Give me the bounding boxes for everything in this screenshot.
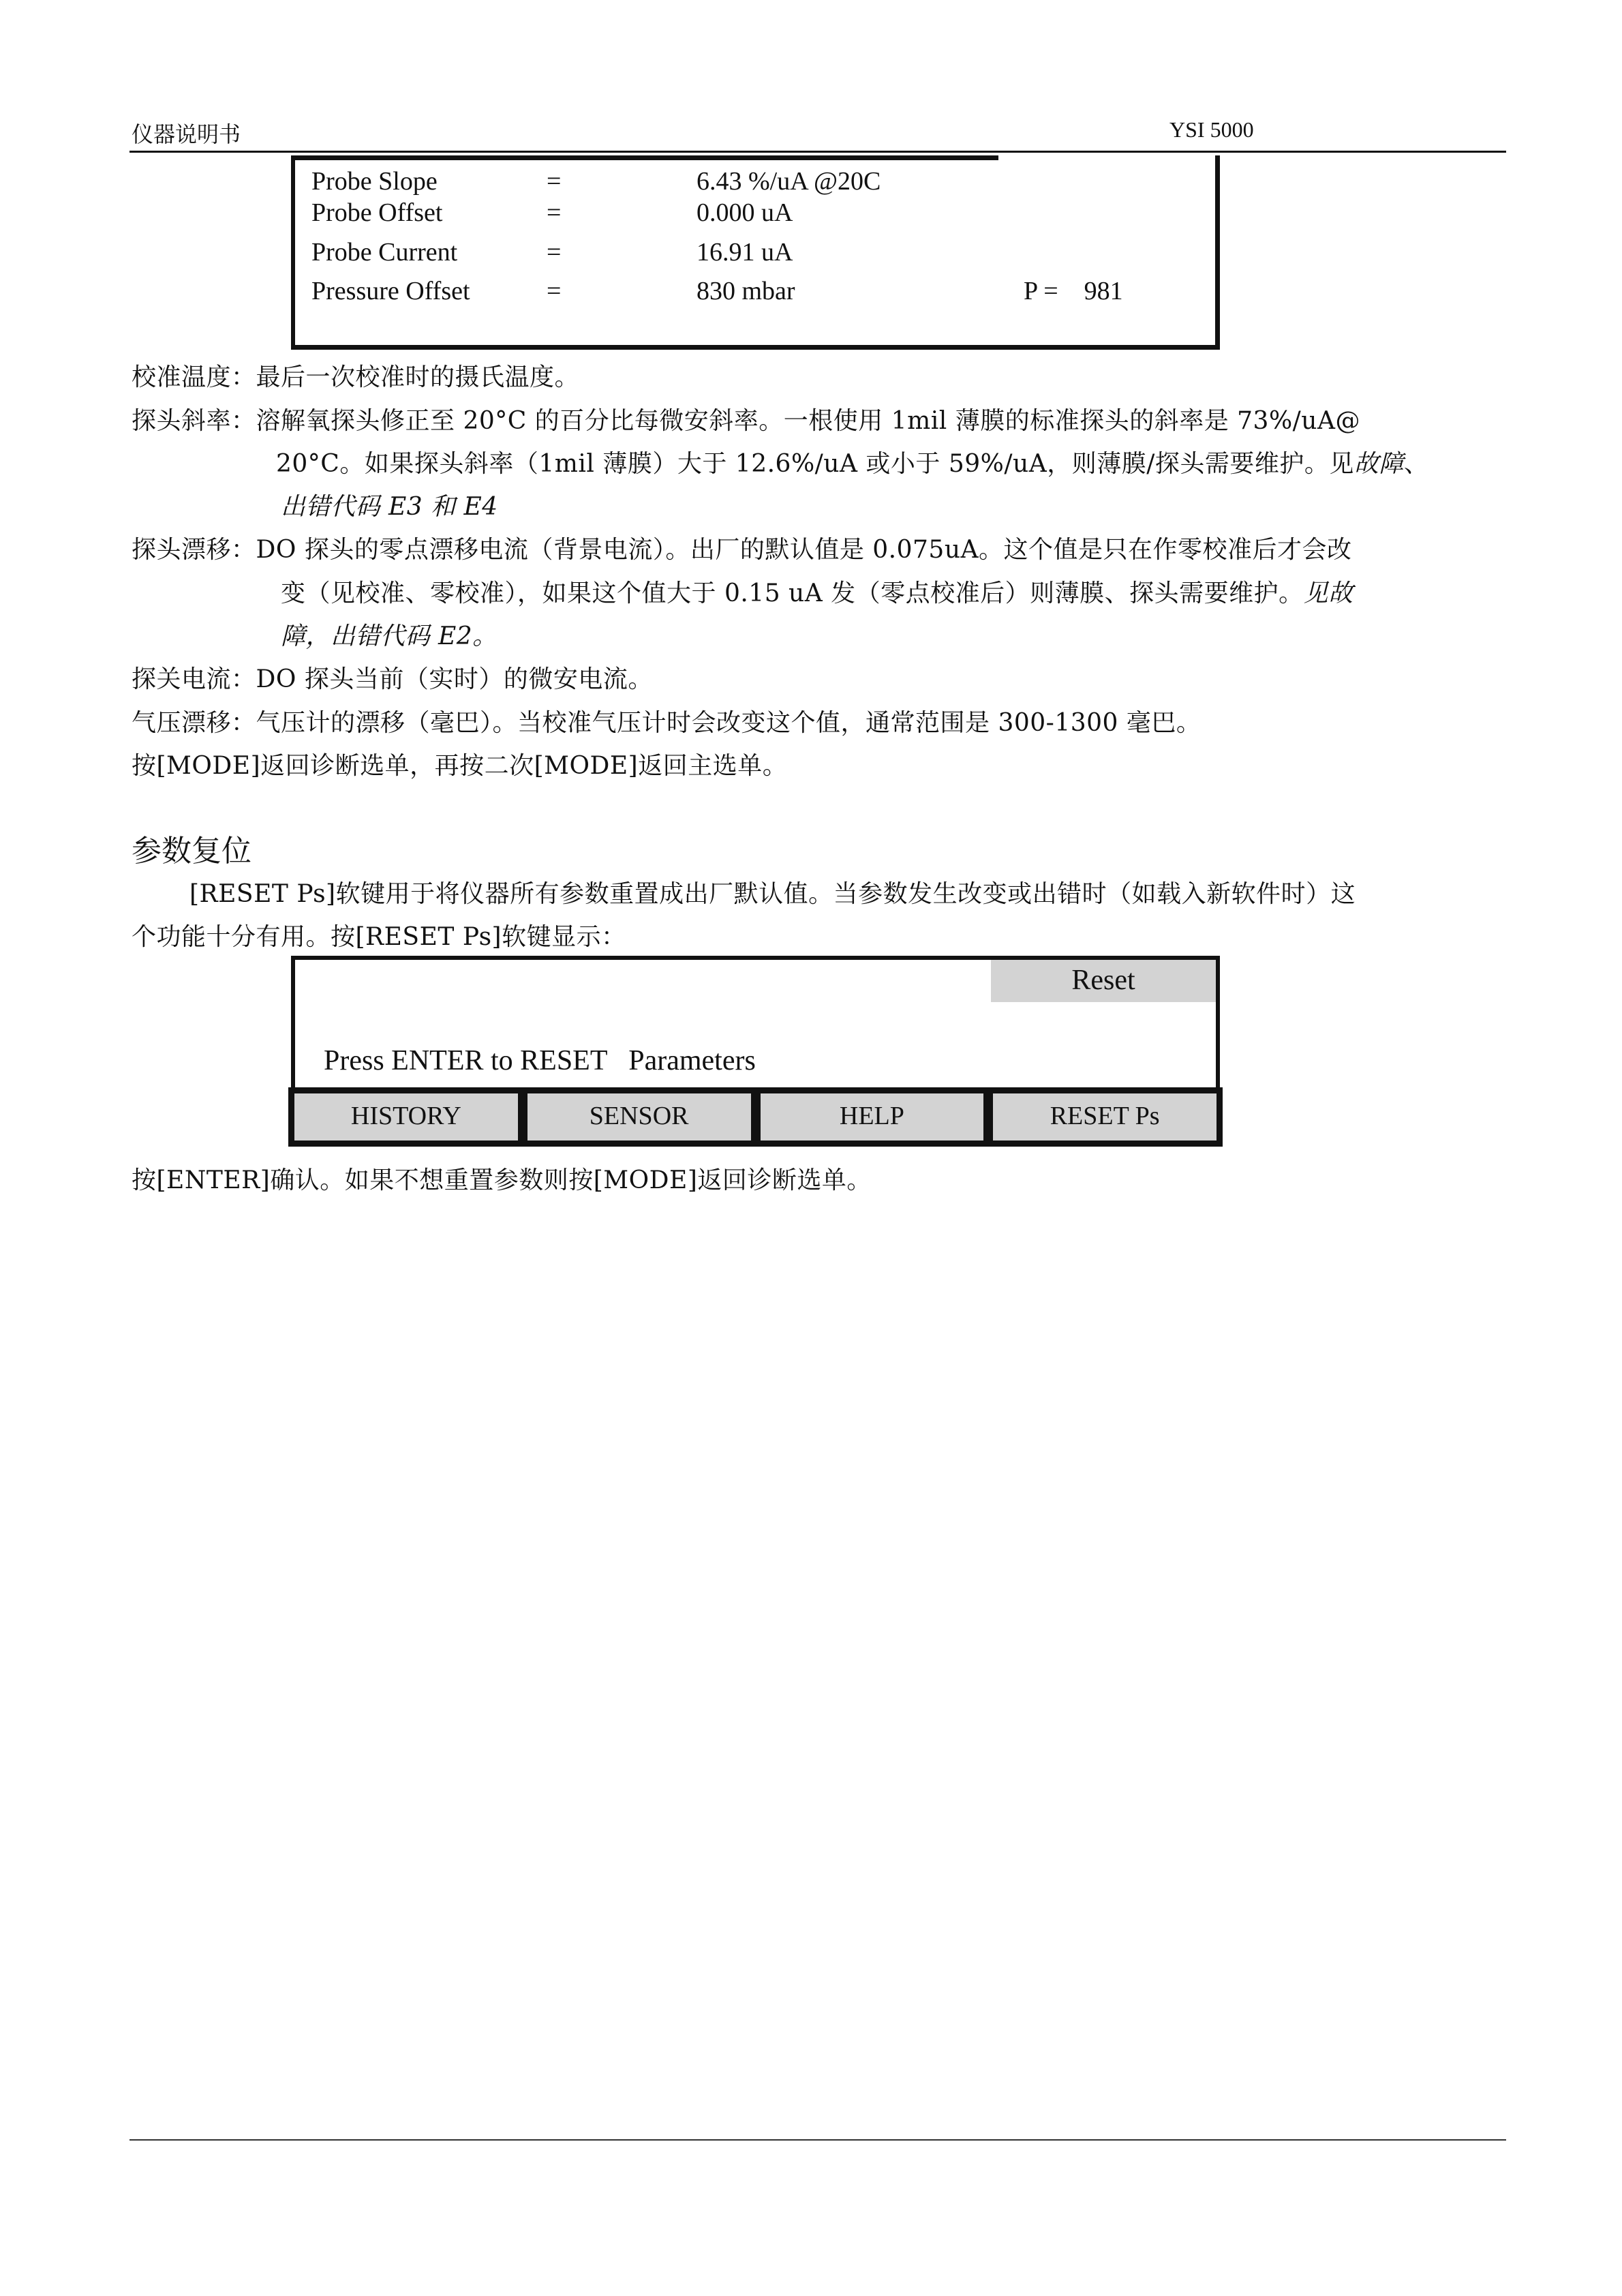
row-equals: =	[547, 238, 562, 267]
reset-title-badge: Reset	[991, 960, 1216, 1002]
footer-rule	[129, 2139, 1506, 2141]
slope-punct: 、	[1403, 450, 1429, 478]
row-equals: =	[547, 277, 562, 305]
header-title: 仪器说明书	[132, 121, 241, 147]
row-value: 0.000 uA	[697, 198, 793, 227]
row-value: 6.43 %/uA @20C	[697, 167, 881, 196]
slope-text: 20°C。如果探头斜率（1mil 薄膜）大于 12.6%/uA 或小于 59%/uA，则薄膜/探头需要维护。见	[276, 450, 1354, 478]
row-value: 830 mbar	[697, 277, 795, 305]
header-model: YSI 5000	[1169, 117, 1254, 142]
slope-ref-fault: 故障	[1353, 450, 1404, 478]
header-rule	[129, 151, 1506, 153]
display-top-bar	[295, 155, 998, 160]
para-mode-back: 按[MODE]返回诊断选单，再按二次[MODE]返回主选单。	[132, 752, 788, 780]
row-label: Probe Current	[311, 238, 458, 267]
drift-text: 变（见校准、零校准），如果这个值大于 0.15 uA 发（零点校准后）则薄膜、探头需要维护。	[281, 579, 1304, 607]
row-label: Pressure Offset	[311, 277, 470, 305]
para-confirm: 按[ENTER]确认。如果不想重置参数则按[MODE]返回诊断选单。	[132, 1166, 872, 1194]
section-heading: 参数复位	[132, 834, 251, 868]
pressure-reading: P = 981	[1024, 277, 1123, 305]
row-value: 16.91 uA	[697, 238, 793, 267]
section-intro-line1: [RESET Ps]软键用于将仪器所有参数重置成出厂默认值。当参数发生改变或出错时（如载入新软件时）这	[189, 880, 1356, 908]
para-slope-line2	[276, 444, 1428, 479]
section-intro-line2: 个功能十分有用。按[RESET Ps]软键显示：	[132, 923, 626, 951]
row-equals: =	[547, 198, 562, 227]
softkey-bar	[288, 1087, 1223, 1147]
softkey-history[interactable]: HISTORY	[292, 1091, 520, 1143]
para-drift-line2	[281, 574, 1353, 609]
para-cal-temp: 校准温度：最后一次校准时的摄氏温度。	[132, 363, 580, 391]
row-label: Probe Slope	[311, 167, 438, 196]
para-pressure: 气压漂移：气压计的漂移（毫巴）。当校准气压计时会改变这个值，通常范围是 300-1300 毫巴。	[132, 709, 1202, 737]
row-equals: =	[547, 167, 562, 196]
softkey-sensor[interactable]: SENSOR	[525, 1091, 753, 1143]
probe-diagnostics-display	[291, 155, 1220, 350]
para-slope-line1: 探头斜率：溶解氧探头修正至 20°C 的百分比每微安斜率。一根使用 1mil 薄膜的标准探头的斜率是 73%/uA@	[132, 407, 1360, 435]
row-label: Probe Offset	[311, 198, 443, 227]
para-current: 探关电流：DO 探头当前（实时）的微安电流。	[132, 665, 653, 693]
reset-prompt: Press ENTER to RESET Parameters	[324, 1045, 756, 1076]
softkey-help[interactable]: HELP	[759, 1091, 986, 1143]
softkey-reset-ps[interactable]: RESET Ps	[991, 1091, 1219, 1143]
para-drift-line3: 障，出错代码 E2。	[281, 622, 498, 650]
para-drift-line1: 探头漂移：DO 探头的零点漂移电流（背景电流）。出厂的默认值是 0.075uA。这个值是只在作零校准后才会改	[132, 536, 1352, 564]
para-slope-line3: 出错代码 E3 和 E4	[281, 493, 498, 521]
reset-display	[291, 956, 1220, 1088]
drift-ref-fault: 见故	[1303, 579, 1353, 607]
